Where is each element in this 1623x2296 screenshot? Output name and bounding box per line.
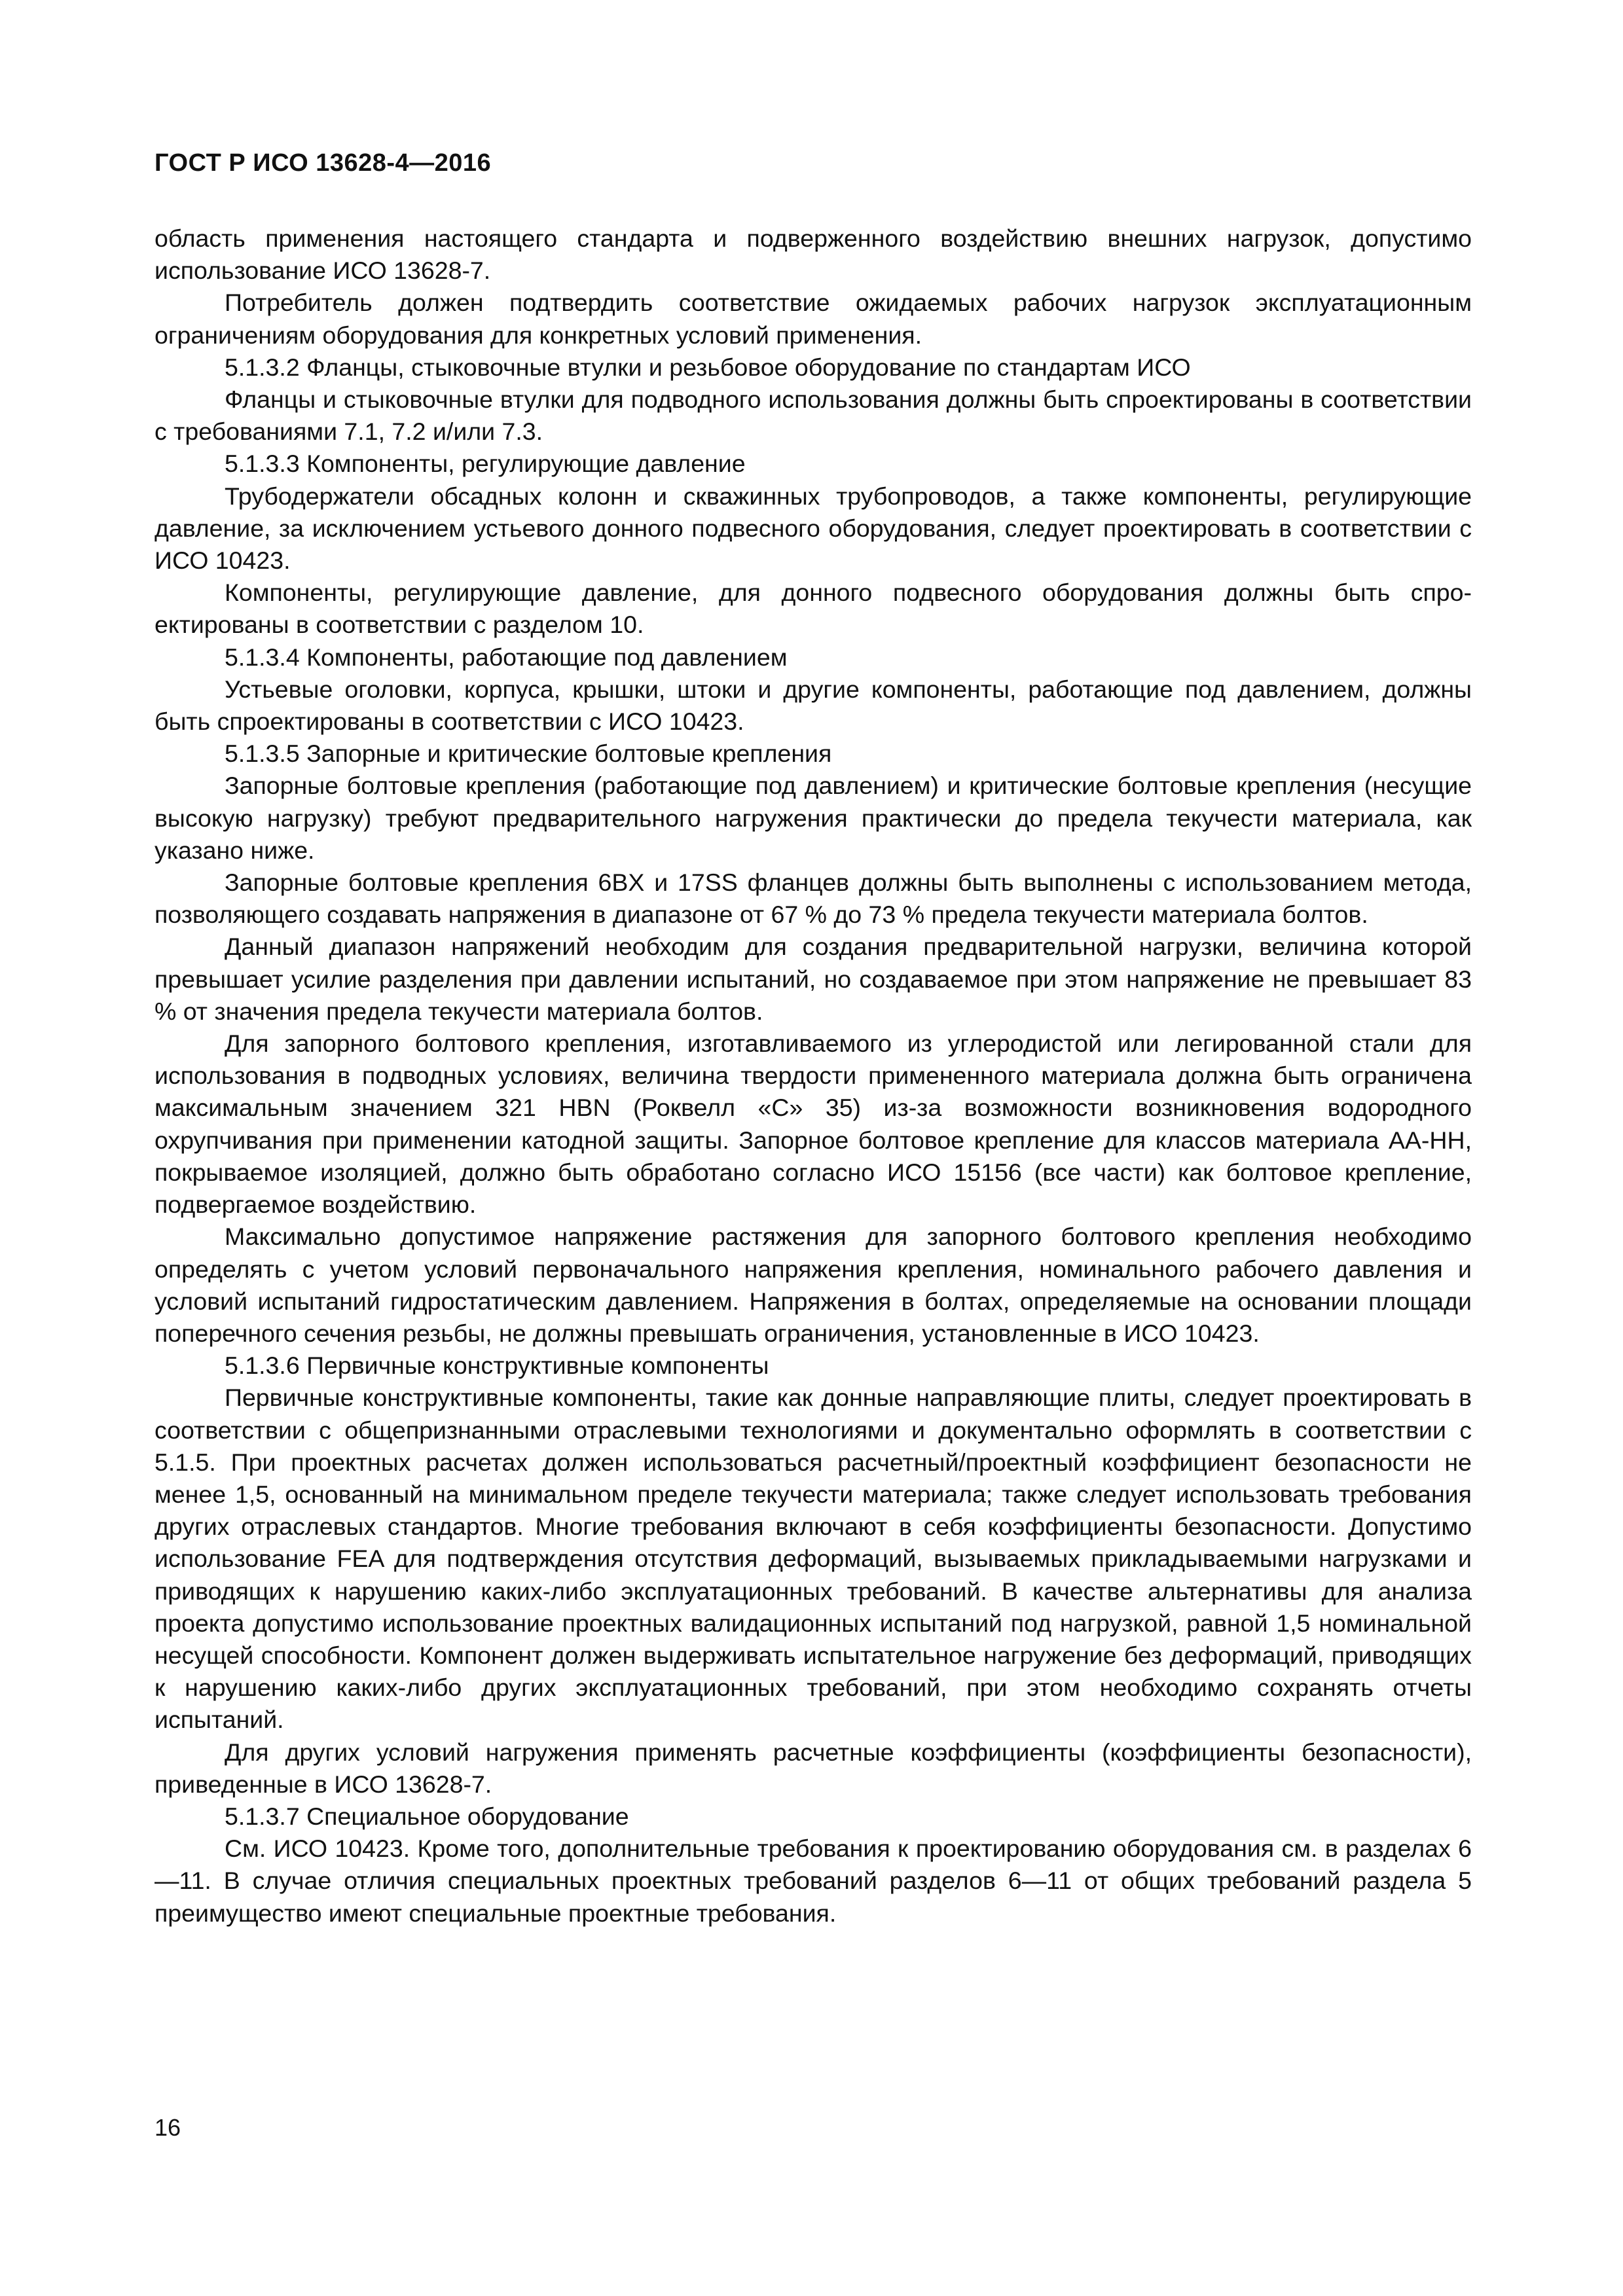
body-paragraph: Потребитель должен подтвердить соответствие ожидаемых рабочих нагрузок эксплуатационным ограничениям оборудования для конкретных условий применения. [155,289,1472,349]
body-paragraph: Для других условий нагружения применять расчетные коэффициенты (коэффициенты безопасности), приведенные в ИСО 13628-7. [155,1738,1472,1798]
body-paragraph: Трубодержатели обсадных колонн и скважинных трубопроводов, а также компоненты, регулирующие давление, за исключением устьевого донного подвесного оборудования, следует проектировать в соответствии с ИСО 10423. [155,482,1472,575]
section-heading: 5.1.3.2 Фланцы, стыковочные втулки и резьбовое оборудование по стандартам ИСО [225,353,1191,381]
body-paragraph: Устьевые оголовки, корпуса, крышки, штоки и другие компоненты, работающие под давлением, должны быть спроектированы в соответствии с ИСО 10423. [155,675,1472,736]
body-paragraph: Для запорного болтового крепления, изготавливаемого из углеродистой или легированной стали для использования в подводных условиях, величина твердости примененного материала должна быть ограничена максимальным значением 321 HBN (Роквелл «C» 35) из-за возможности возникновения водородного охрупчивания при применении катодной защиты. Запорное болтовое крепление для классов материала AA-HH, покрываемое изоляцией, должно быть обработано согласно ИСО 15156 (все части) как болтовое крепление, подвергаемое воздействию. [155,1030,1472,1219]
section-heading: 5.1.3.7 Специальное оборудование [225,1802,629,1830]
page-number: 16 [155,2114,181,2141]
document-body [155,223,1472,1929]
section-heading: 5.1.3.6 Первичные конструктивные компоненты [225,1352,769,1380]
section-heading: 5.1.3.4 Компоненты, работающие под давлением [225,643,788,671]
body-paragraph: область применения настоящего стандарта и подверженного воздействию внешних нагрузок, допустимо использование ИСО 13628-7. [155,224,1472,285]
body-paragraph: Данный диапазон напряжений необходим для создания предварительной нагрузки, величина которой превышает усилие разделения при давлении испытаний, но создаваемое при этом напряжение не превышает 83 % от значения предела текучести материала болтов. [155,933,1472,1025]
section-heading: 5.1.3.5 Запорные и критические болтовые крепления [225,740,832,768]
section-heading: 5.1.3.3 Компоненты, регулирующие давление [225,450,746,478]
body-paragraph: Запорные болтовые крепления 6BX и 17SS фланцев должны быть выполнены с использованием метода, позволяющего создавать напряжения в диапазоне от 67 % до 73 % предела текучести материала болтов. [155,869,1472,929]
body-paragraph: Максимально допустимое напряжение растяжения для запорного болтового крепления необходимо определять с учетом условий первоначального напряжения крепления, номинального рабочего давления и условий испытаний гидростатическим давлением. Напряжения в болтах, определяемые на основании площади поперечного сечения резьбы, не должны превышать ограничения, установленные в ИСО 10423. [155,1223,1472,1347]
document-header: ГОСТ Р ИСО 13628-4—2016 [155,149,492,177]
body-paragraph: Фланцы и стыковочные втулки для подводного использования должны быть спроектированы в соответствии с требованиями 7.1, 7.2 и/или 7.3. [155,386,1472,446]
body-paragraph: Компоненты, регулирующие давление, для донного подвесного оборудования должны быть спроектированы в соответствии с разделом 10. [155,579,1472,639]
body-paragraph: См. ИСО 10423. Кроме того, дополнительные требования к проектированию оборудования см. в разделах 6—11. В случае отличия специальных проектных требований разделов 6—11 от общих требований раздела 5 преимущество имеют специальные проектные требования. [155,1835,1472,1927]
body-paragraph: Первичные конструктивные компоненты, такие как донные направляющие плиты, следует проектировать в соответствии с общепризнанными отраслевыми технологиями и документально оформлять в соответствии с 5.1.5. При проектных расчетах должен использоваться расчетный/проектный коэффициент безопасности не менее 1,5, основанный на минимальном пределе текучести материала; также следует использовать требования других отраслевых стандартов. Многие требования включают в себя коэффициенты безопасности. Допустимо использование FEA для подтверждения отсутствия деформаций, вызываемых прикладываемыми нагрузками и приводящих к нарушению каких-либо эксплуатационных требований. В качестве альтернативы для анализа проекта допустимо использование проектных валидационных испытаний под нагрузкой, равной 1,5 номинальной несущей способности. Компонент должен выдерживать испытательное нагружение без деформаций, приводящих к нарушению каких-либо других эксплуатационных требований, при этом необходимо сохранять отчеты испытаний. [155,1384,1472,1734]
body-paragraph: Запорные болтовые крепления (работающие под давлением) и критические болтовые крепления (несущие высокую нагрузку) требуют предварительного нагружения практически до предела текучести материала, как указано ниже. [155,772,1472,864]
